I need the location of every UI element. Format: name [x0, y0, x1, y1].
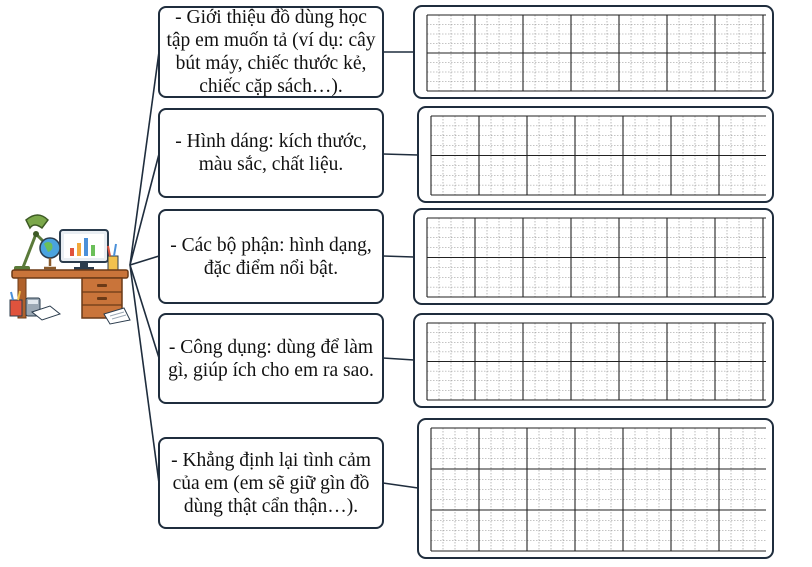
grid-lines — [419, 420, 772, 557]
text-box-parts — [158, 209, 384, 304]
text-conclusion: - Khẳng định lại tình cảm của em (em sẽ giữ gìn đồ dùng thật cẩn thận…). — [171, 449, 371, 517]
writing-grid-5[interactable] — [417, 418, 774, 559]
text-box-conclusion — [158, 437, 384, 529]
link-5 — [383, 483, 418, 488]
connector-3 — [130, 256, 159, 265]
text-box-usage — [158, 313, 384, 404]
grid-lines — [415, 210, 772, 303]
grid-lines — [415, 7, 772, 97]
connector-4 — [130, 265, 159, 358]
grid-lines — [415, 315, 772, 406]
text-box-intro — [158, 6, 384, 98]
connector-1 — [130, 52, 159, 265]
desk-with-computer-icon — [8, 208, 132, 326]
text-usage: - Công dụng: dùng để làm gì, giúp ích cho em ra sao. — [168, 336, 374, 381]
link-4 — [383, 358, 414, 360]
link-2 — [383, 154, 418, 155]
link-3 — [383, 256, 414, 257]
text-box-shape — [158, 108, 384, 198]
text-parts: - Các bộ phận: hình dạng, đặc điểm nổi bật. — [170, 234, 372, 279]
text-shape: - Hình dáng: kích thước, màu sắc, chất liệu. — [175, 131, 367, 175]
text-intro: - Giới thiệu đồ dùng học tập em muốn tả (ví dụ: cây bút máy, chiếc thước kẻ, chiếc cặp sách…). — [166, 7, 376, 97]
writing-grid-2[interactable] — [417, 106, 774, 203]
writing-grid-4[interactable] — [413, 313, 774, 408]
connector-5 — [130, 265, 159, 483]
grid-lines — [419, 108, 772, 201]
connector-2 — [130, 154, 159, 265]
writing-grid-3[interactable] — [413, 208, 774, 305]
writing-grid-1[interactable] — [413, 5, 774, 99]
